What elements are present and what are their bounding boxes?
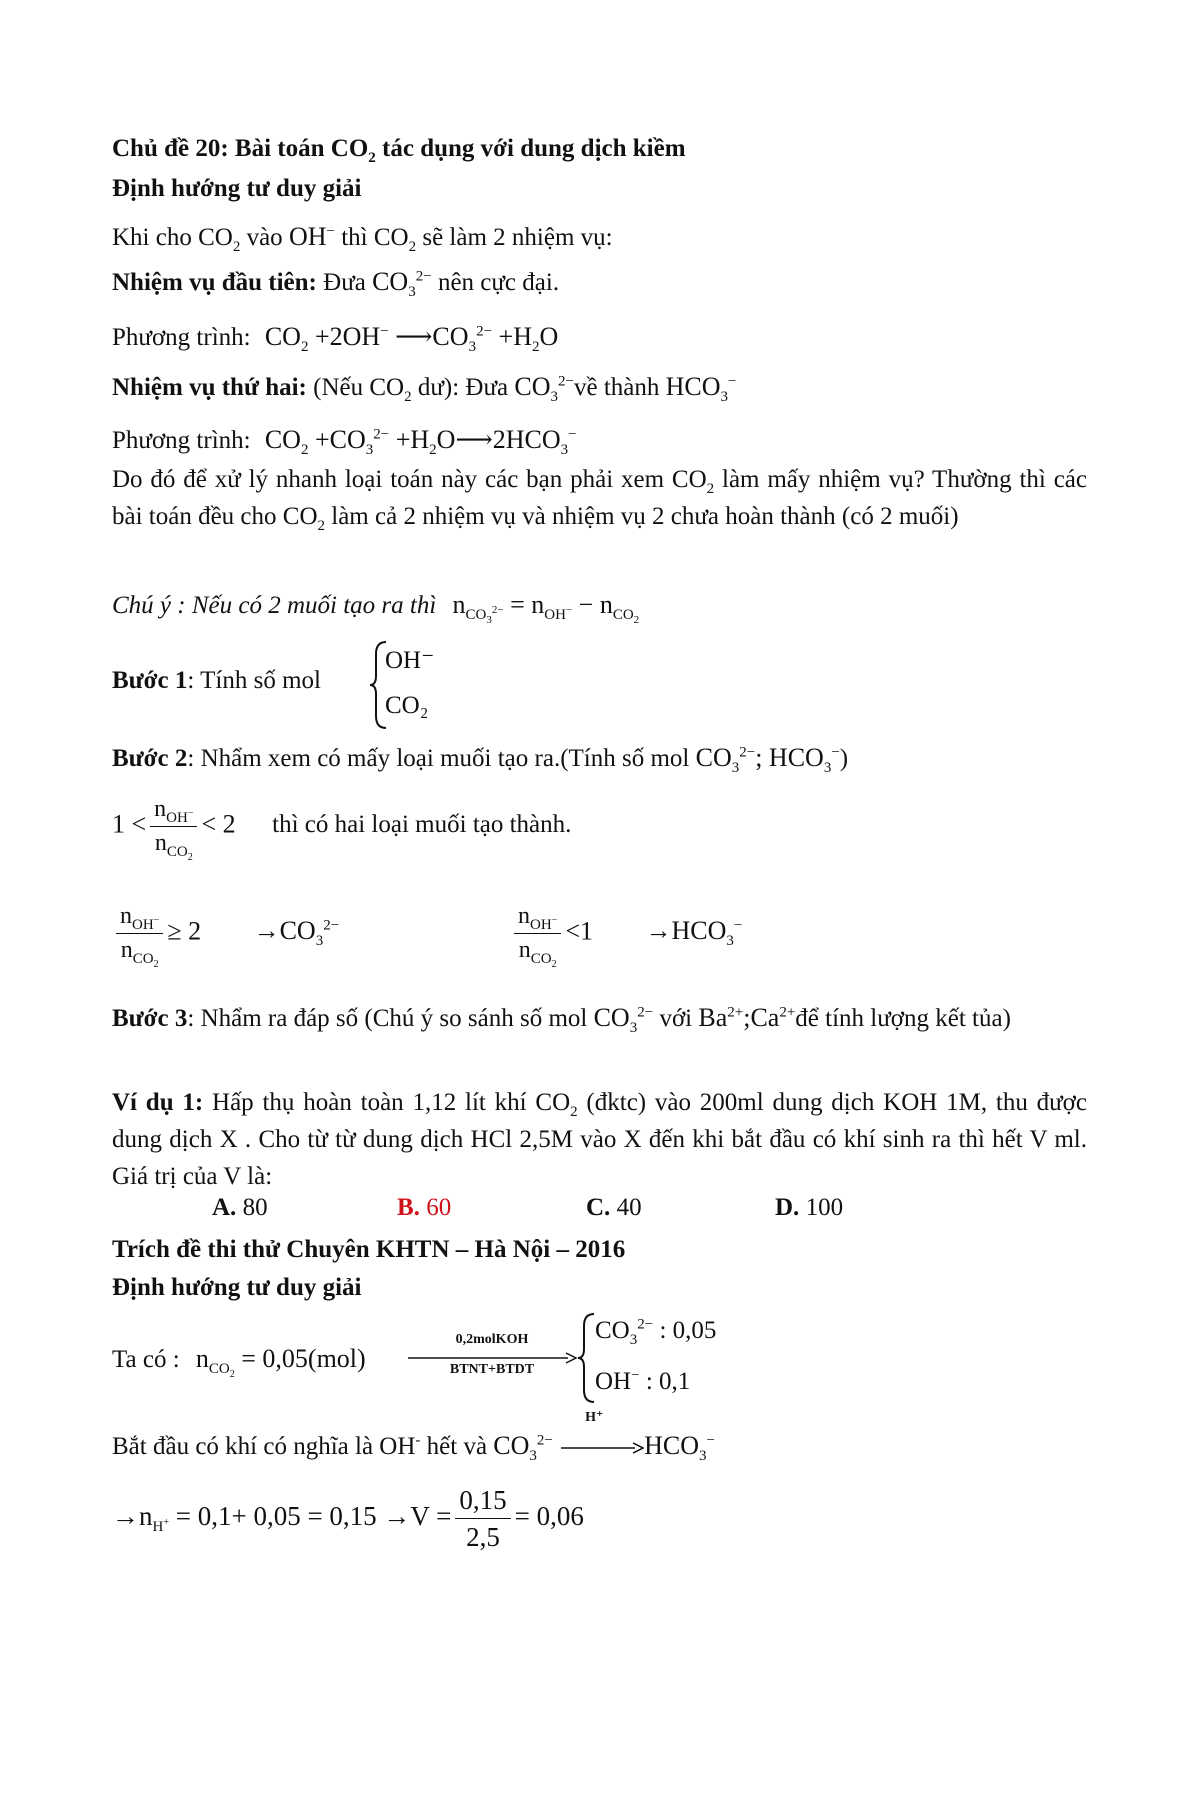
arrow-label-top: 0,2molKOH <box>455 1332 529 1347</box>
section-heading-2: Định hướng tư duy giải <box>112 1274 362 1301</box>
intro-line: Khi cho $CO_2$ vào OH− thì $CO_2$ sẽ làm 2 nhiệm vụ: <box>112 222 613 255</box>
step1-label: Bước 1 <box>112 667 188 694</box>
source-line: Trích đề thi thử Chuyên KHTN – Hà Nội – 2016 <box>112 1236 626 1263</box>
section-heading: Định hướng tư duy giải <box>112 175 362 202</box>
option-d[interactable] <box>775 1194 843 1222</box>
option-b[interactable] <box>397 1194 451 1222</box>
option-a-letter: A. <box>212 1194 237 1221</box>
solution-line-3: $\to n_{H^+} = 0,1+ 0,05 = 0,15 \to V$ = $\frac{0,15}{2,5}$ = 0,06 <box>112 1485 584 1553</box>
option-b-value: 60 <box>426 1194 452 1221</box>
option-d-letter: D. <box>775 1194 800 1221</box>
step2-label: Bước 2 <box>112 745 188 772</box>
condition-ge2-line: $\frac{n_{OH^-}}{n_{CO_2}}$ ≥ $2 \to CO_3^{2-}$ <box>112 902 339 965</box>
equation-1-line: Phương trình: $CO_2 +2OH^-$ $⟶CO_3^{2-} +H_2O$ <box>112 322 559 356</box>
condition-lt1-line: $\frac{n_{OH^-}}{n_{CO_2}}$ $<1 \to HCO_3^-$ <box>510 902 742 965</box>
condition-mid-line: 1 < $\frac{n_{OH^-}}{n_{CO_2}}$ < 2 thì có hai loại muối tạo thành. <box>112 796 572 863</box>
reaction-arrow-icon <box>559 1442 644 1454</box>
solution-line-1: Ta có : $n_{CO_2} = 0,05(mol)$ <box>112 1344 366 1381</box>
task2-line: Nhiệm vụ thứ hai: (Nếu $CO_2$ dư): Đưa $CO_3^{2-}về$ thành $HCO_3^-$ <box>112 372 737 406</box>
eq1-label: Phương trình: <box>112 324 251 351</box>
step1-line <box>112 666 321 696</box>
option-a[interactable] <box>212 1194 268 1222</box>
example-label: Ví dụ 1: <box>112 1089 204 1116</box>
solution-system-oh: OH− : 0,1 <box>595 1367 691 1395</box>
option-a-value: 80 <box>242 1194 268 1221</box>
equation-2-line: Phương trình: $CO_2 +CO_3^{2-}$ $+H_2O⟶2HCO_3^-$ <box>112 425 577 459</box>
step1-text: : Tính số mol <box>187 667 321 694</box>
condition-mid-text: thì có hai loại muối tạo thành. <box>272 811 572 839</box>
solution-label: Ta có : <box>112 1346 180 1373</box>
task1-label: Nhiệm vụ đầu tiên: <box>112 269 317 296</box>
step3-paragraph: Bước 3: Nhẩm ra đáp số (Chú ý so sánh số mol $CO_3^{2-}$ với $Ba^{2+};Ca^{2+}để$ tính lượng kết tủa) <box>112 1003 1011 1037</box>
option-c-letter: C. <box>586 1194 611 1221</box>
solution-system-co3: $CO_3^{2-}$ : 0,05 <box>595 1316 717 1348</box>
page-title: Chủ đề 20: Bài toán $CO_2$ tác dụng với dung dịch kiềm <box>112 135 686 166</box>
step1-system-oh: OH⁻ <box>385 647 435 674</box>
task2-label: Nhiệm vụ thứ hai: <box>112 374 307 401</box>
option-b-letter: B. <box>397 1194 420 1221</box>
step3-label: Bước 3 <box>112 1005 188 1032</box>
option-c[interactable] <box>586 1194 642 1222</box>
solution-line-2: Bắt đầu có khí có nghĩa là OH- hết và $CO_3^{2-}$ H⁺ $HCO_3^-$ <box>112 1410 716 1465</box>
arrow-label-h: H⁺ <box>585 1410 604 1425</box>
option-c-value: 40 <box>616 1194 642 1221</box>
ratio-fraction: $\frac{n_{OH^-}}{n_{CO_2}}$ <box>150 795 197 858</box>
arrow-label-bottom: BTNT+BTDT <box>449 1362 535 1377</box>
note-text: Chú ý : Nếu có 2 muối tạo ra thì <box>112 592 437 619</box>
option-d-value: 100 <box>805 1194 844 1221</box>
note-line: Chú ý : Nếu có 2 muối tạo ra thì $n_{CO_3^{2-}} = n_{OH^-} - n_{CO_2}$ <box>112 590 640 627</box>
step2-line: Bước 2: Nhẩm xem có mấy loại muối tạo ra.(Tính số mol $CO_3^{2-}$; $HCO_3^-$) <box>112 743 849 777</box>
step1-system-co2: CO₂ <box>385 692 429 719</box>
task1-line: Nhiệm vụ đầu tiên: Đưa $CO_3^{2-}$ nên cực đại. <box>112 267 560 301</box>
eq2-label: Phương trình: <box>112 427 251 454</box>
example-paragraph: Ví dụ 1: Hấp thụ hoàn toàn 1,12 lít khí $CO_2$ (đktc) vào 200ml dung dịch KOH 1M, thu được dung dịch X . Cho từ từ dung dịch HCl 2,5M vào X đến khi bắt đầu có khí sinh ra thì hết V ml. Giá trị của V là: <box>112 1089 1087 1190</box>
explanation-paragraph: Do đó để xử lý nhanh loại toán này các bạn phải xem $CO_2$ làm mấy nhiệm vụ? Thường thì các bài toán đều cho $CO_2$ làm cả 2 nhiệm vụ và nhiệm vụ 2 chưa hoàn thành (có 2 muối) <box>112 466 1087 534</box>
